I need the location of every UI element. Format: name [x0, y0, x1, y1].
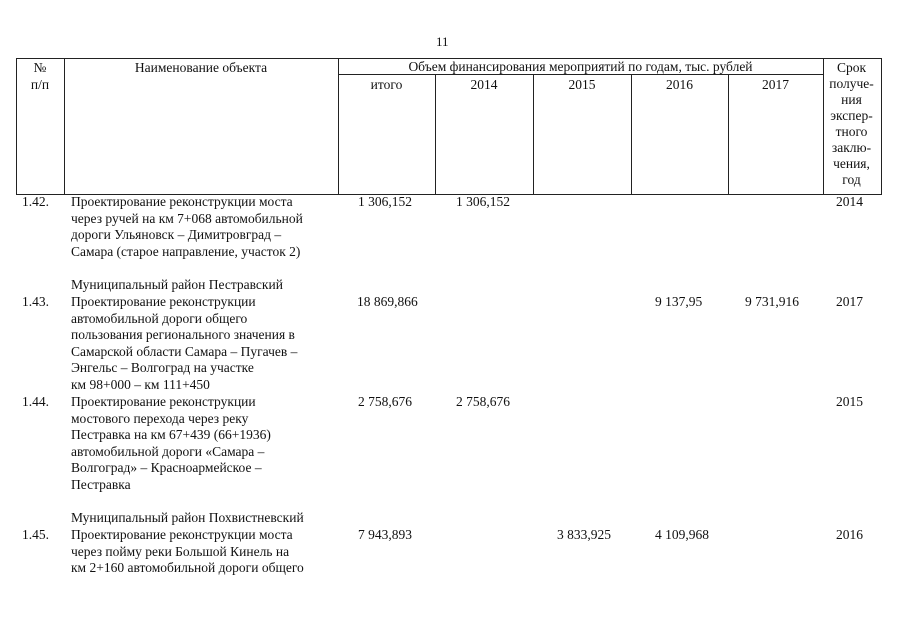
- district-name: Муниципальный район Похвистневский: [71, 510, 304, 525]
- divider: [64, 58, 65, 194]
- page-number: 11: [436, 34, 449, 49]
- deadline-year: 2015: [836, 394, 863, 409]
- header-num: №: [33, 60, 47, 75]
- header-total: итого: [370, 77, 403, 92]
- total-value: 7 943,893: [358, 527, 412, 542]
- header-year-2015: 2015: [568, 77, 596, 92]
- header-year-2016: 2016: [666, 77, 693, 92]
- value-2016: 4 109,968: [655, 527, 709, 542]
- deadline-year: 2014: [836, 194, 863, 209]
- object-name: Проектирование реконструкции моста через ручей на км 7+068 автомобильной дороги Ульяновск – Димитровград – Самара (старое направление, участок 2): [71, 194, 303, 259]
- deadline-year: 2016: [836, 527, 863, 542]
- header-year-2017: 2017: [762, 77, 789, 92]
- row-number: 1.42.: [22, 194, 49, 209]
- value-2015: 3 833,925: [557, 527, 611, 542]
- total-value: 2 758,676: [358, 394, 412, 409]
- object-name: Проектирование реконструкции автомобильной дороги общего пользования регионального значения в Самарской области Самара – Пугачев – Энгельс – Волгоград на участке км 98+000 – км 111+450: [71, 294, 298, 392]
- row-number: 1.43.: [22, 294, 49, 309]
- total-value: 1 306,152: [358, 194, 412, 209]
- value-2017: 9 731,916: [745, 294, 799, 309]
- district-name: Муниципальный район Пестравский: [71, 277, 283, 292]
- object-name: Проектирование реконструкции моста через пойму реки Большой Кинель на км 2+160 автомобильной дороги общего: [71, 527, 304, 576]
- header-year-2014: 2014: [470, 77, 498, 92]
- value-2014: 2 758,676: [456, 394, 510, 409]
- value-2014: 1 306,152: [456, 194, 510, 209]
- header-num-sub: п/п: [30, 77, 50, 92]
- header-financing: Объем финансирования мероприятий по годам, тыс. рублей: [408, 59, 753, 74]
- value-2016: 9 137,95: [655, 294, 703, 309]
- object-name: Проектирование реконструкции мостового перехода через реку Пестравка на км 67+439 (66+1936) автомобильной дороги «Самара – Волгоград» – Красноармейское – Пестравка: [71, 394, 271, 492]
- row-number: 1.44.: [22, 394, 49, 409]
- header-name: Наименование объекта: [134, 60, 268, 75]
- header-deadline: Срок получе- ния экспер- тного заклю- чения, год: [829, 60, 874, 187]
- total-value: 18 869,866: [357, 294, 418, 309]
- deadline-year: 2017: [836, 294, 863, 309]
- row-number: 1.45.: [22, 527, 49, 542]
